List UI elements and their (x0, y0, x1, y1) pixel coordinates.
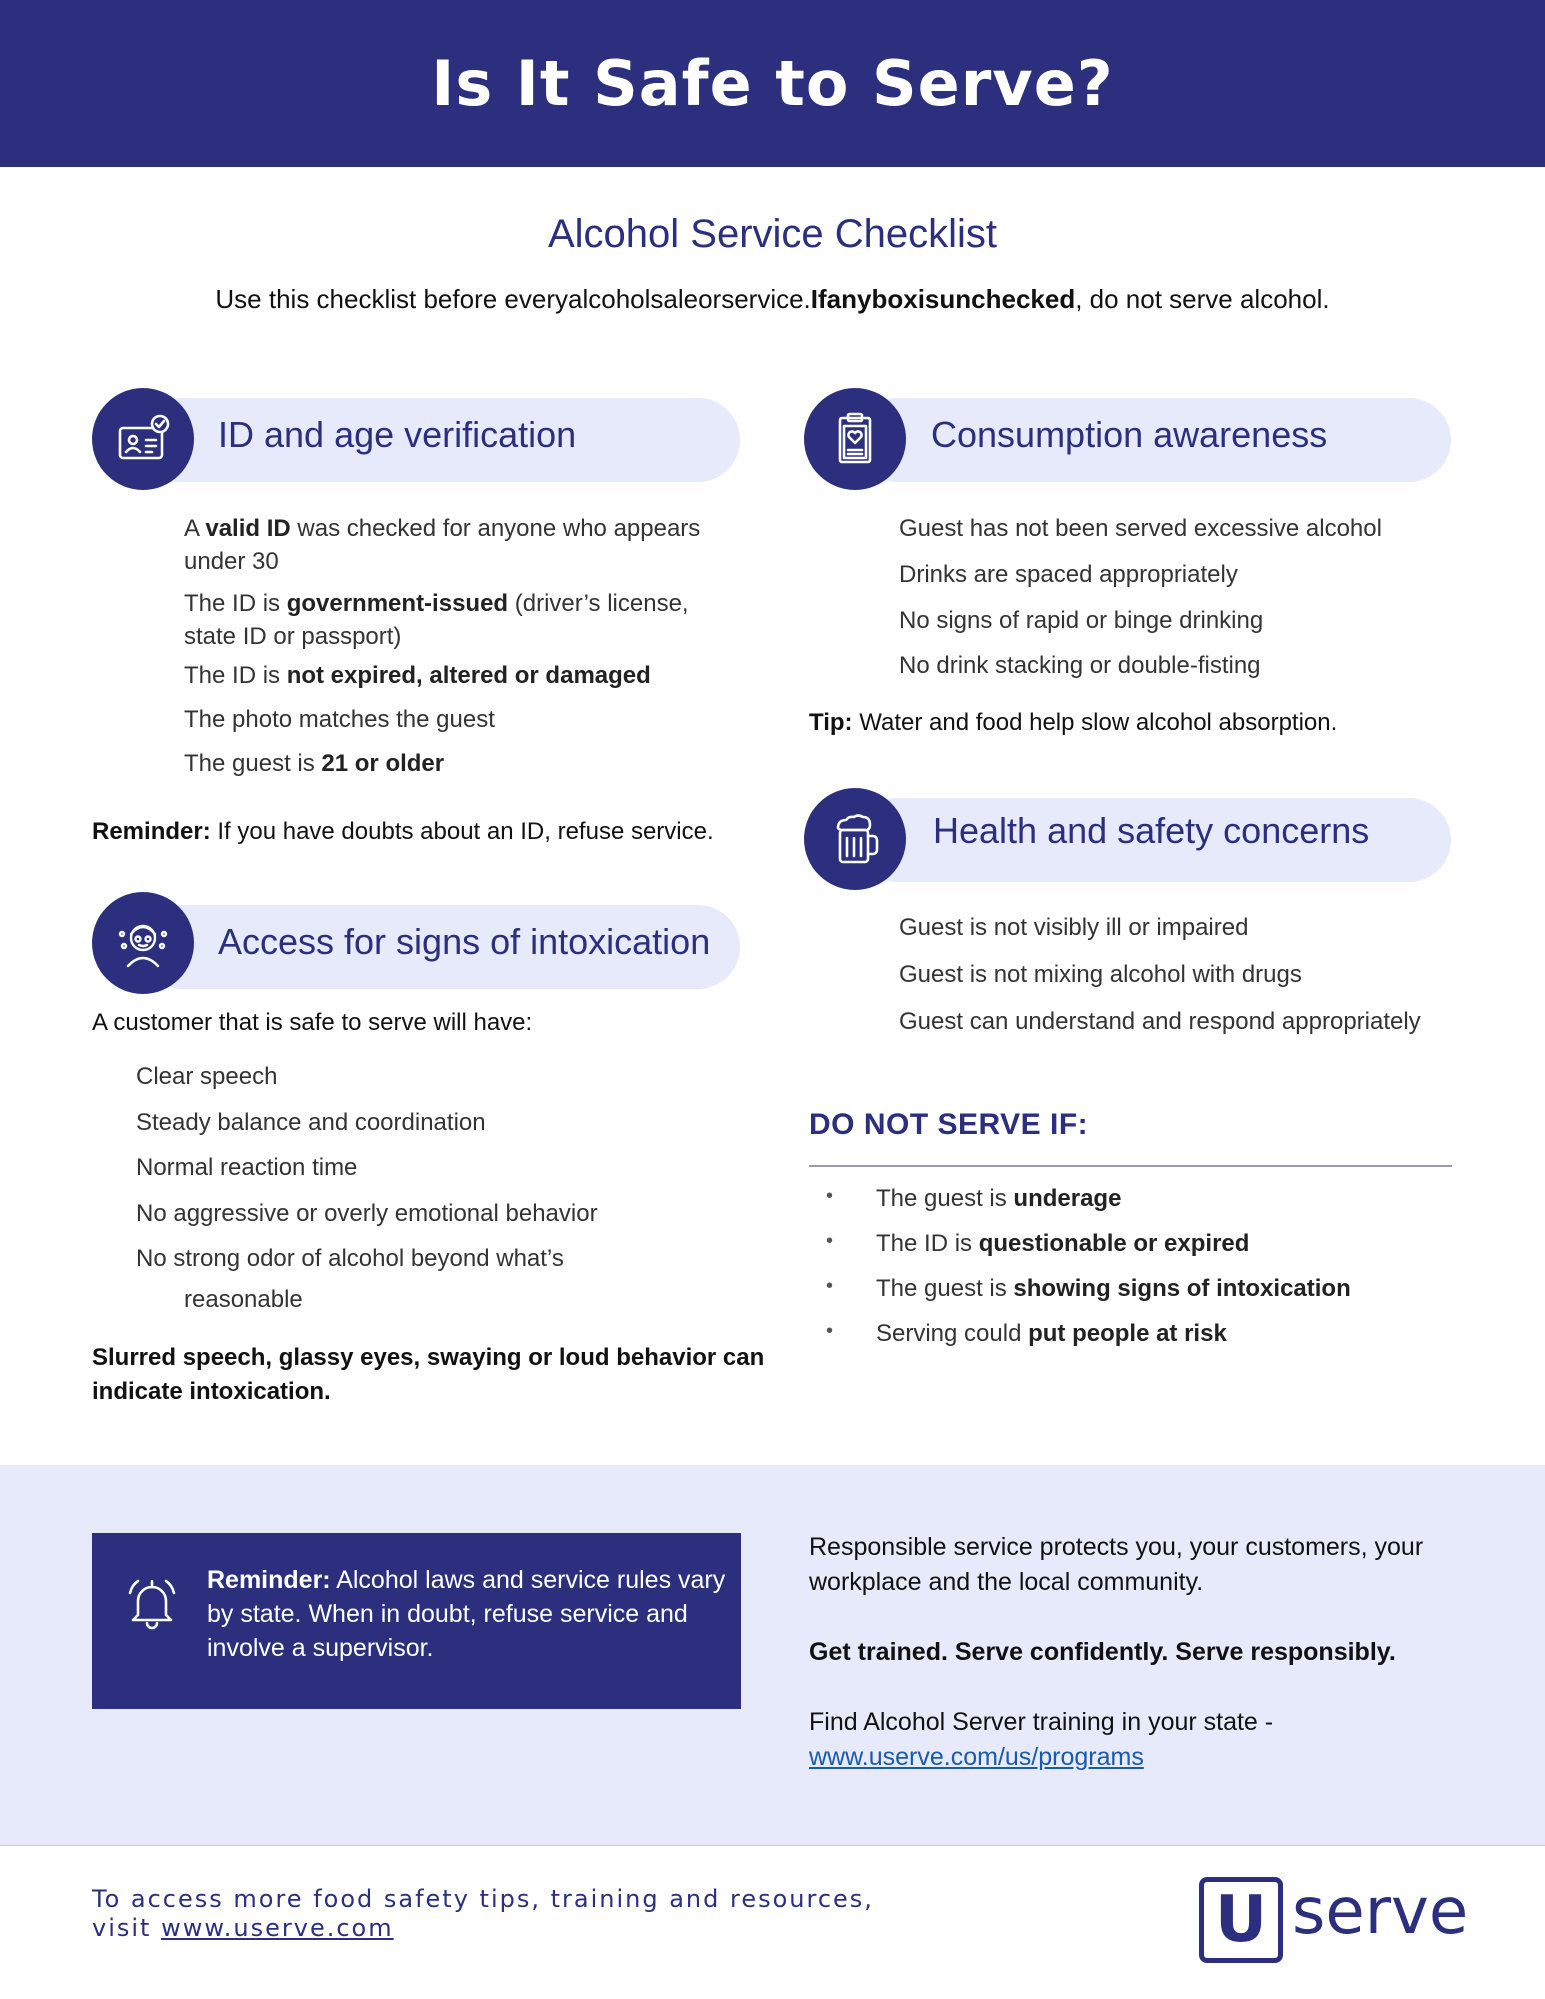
id-section-title: ID and age verification (218, 414, 577, 455)
consumption-tip: Tip: Water and food help slow alcohol absorption. (809, 709, 1338, 736)
do-not-serve-title: DO NOT SERVE IF: (809, 1108, 1089, 1141)
bell-icon (124, 1573, 180, 1633)
consumption-item-1: Guest has not been served excessive alcohol (899, 515, 1382, 542)
intox-section-title: Access for signs of intoxication (218, 921, 711, 962)
state-reminder-text: Reminder: Alcohol laws and service rules vary by state. When in doubt, refuse service and involve a supervisor. (207, 1566, 726, 1662)
clipboard-heart-icon (804, 388, 906, 490)
do-not-serve-item-3: • The guest is showing signs of intoxication (826, 1275, 1351, 1302)
id-card-icon (92, 388, 194, 490)
consumption-item-4: No drink stacking or double-fisting (899, 652, 1261, 679)
intox-item-1: Clear speech (136, 1063, 278, 1090)
intro-text: Use this checklist before everyalcoholsaleorservice.Ifanyboxisunchecked, do not serve alcohol. (215, 284, 1330, 314)
dizzy-face-icon (92, 892, 194, 994)
intox-lead: A customer that is safe to serve will have: (92, 1009, 533, 1036)
health-item-2: Guest is not mixing alcohol with drugs (899, 961, 1302, 988)
id-item-4: The photo matches the guest (184, 706, 495, 733)
responsible-service-text: Responsible service protects you, your customers, your workplace and the local community. (809, 1533, 1424, 1596)
health-section-title: Health and safety concerns (933, 810, 1370, 851)
bullet-icon: • (826, 1230, 834, 1252)
do-not-serve-item-1: • The guest is underage (826, 1185, 1122, 1212)
intox-item-5-cont: reasonable (184, 1286, 303, 1313)
intox-item-4: No aggressive or overly emotional behavior (136, 1200, 598, 1227)
bullet-icon: • (826, 1185, 834, 1207)
userve-link[interactable]: www.userve.com (161, 1914, 394, 1942)
training-slogan: Get trained. Serve confidently. Serve responsibly. (809, 1638, 1396, 1666)
intox-warning: Slurred speech, glassy eyes, swaying or loud behavior can indicate intoxication. (92, 1344, 765, 1405)
consumption-item-2: Drinks are spaced appropriately (899, 561, 1238, 588)
bullet-icon: • (826, 1275, 834, 1297)
consumption-item-3: No signs of rapid or binge drinking (899, 607, 1264, 634)
header-band (0, 0, 1545, 167)
intox-item-5: No strong odor of alcohol beyond what’s (136, 1245, 564, 1272)
programs-link[interactable]: www.userve.com/us/programs (809, 1743, 1144, 1771)
divider (809, 1165, 1452, 1167)
health-item-3: Guest can understand and respond appropriately (899, 1008, 1421, 1035)
checklist-subtitle: Alcohol Service Checklist (547, 212, 998, 256)
footer-text: To access more food safety tips, training and resources, visit www.userve.com (92, 1885, 874, 1942)
health-item-1: Guest is not visibly ill or impaired (899, 914, 1249, 941)
userve-logo (1199, 1875, 1469, 1963)
id-item-1: A valid ID was checked for anyone who appears under 30 (184, 515, 701, 575)
page-title: Is It Safe to Serve? (431, 47, 1114, 120)
do-not-serve-item-4: • Serving could put people at risk (826, 1320, 1227, 1347)
bullet-icon: • (826, 1320, 834, 1342)
intox-item-2: Steady balance and coordination (136, 1109, 486, 1136)
footer-divider (0, 1845, 1545, 1846)
logo-word: serve (1292, 1875, 1469, 1949)
intox-item-3: Normal reaction time (136, 1154, 358, 1181)
id-item-2: The ID is government-issued (driver’s license, state ID or passport) (184, 590, 689, 650)
logo-box: U (1199, 1877, 1283, 1963)
consumption-section-title: Consumption awareness (931, 414, 1328, 455)
id-reminder: Reminder: If you have doubts about an ID, refuse service. (92, 818, 714, 845)
id-item-3: The ID is not expired, altered or damaged (184, 662, 651, 689)
id-item-5: The guest is 21 or older (184, 750, 445, 777)
do-not-serve-item-2: • The ID is questionable or expired (826, 1230, 1250, 1257)
state-reminder-box (92, 1533, 741, 1709)
find-training-text: Find Alcohol Server training in your state - www.userve.com/us/programs (809, 1708, 1274, 1771)
beer-mug-icon (804, 788, 906, 890)
